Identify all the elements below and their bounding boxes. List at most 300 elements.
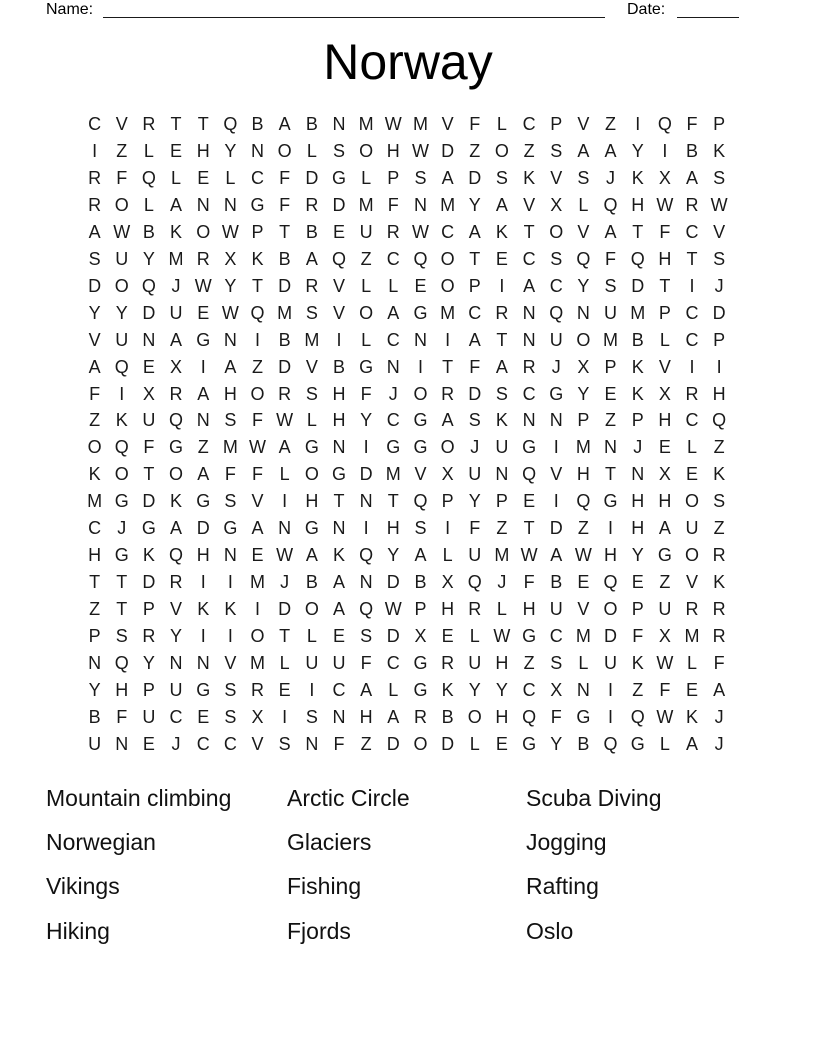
grid-letter: O xyxy=(494,140,509,161)
word-search-grid xyxy=(81,111,733,758)
grid-letter: R xyxy=(88,194,102,215)
grid-letter: E xyxy=(631,572,644,593)
grid-letter: C xyxy=(196,733,210,754)
grid-letter: N xyxy=(359,572,373,593)
grid-letter: X xyxy=(550,194,563,215)
grid-letter: I xyxy=(200,356,206,377)
grid-letter: Z xyxy=(116,140,128,161)
grid-letter: Q xyxy=(522,706,537,727)
grid-letter: C xyxy=(386,653,400,674)
grid-letter: S xyxy=(360,626,373,647)
grid-letter: X xyxy=(658,626,671,647)
grid-letter: G xyxy=(359,356,374,377)
grid-letter: R xyxy=(712,626,726,647)
grid-letter: A xyxy=(550,545,563,566)
word-list-item: Fjords xyxy=(287,917,351,944)
grid-letter: S xyxy=(495,167,508,188)
grid-letter: D xyxy=(142,302,156,323)
grid-letter: L xyxy=(469,626,480,647)
grid-letter: G xyxy=(413,302,428,323)
grid-letter: Q xyxy=(114,653,129,674)
grid-letter: I xyxy=(255,599,261,620)
grid-letter: W xyxy=(249,437,267,458)
grid-letter: E xyxy=(523,491,536,512)
grid-letter: O xyxy=(114,464,129,485)
grid-letter: H xyxy=(441,599,455,620)
grid-letter: Q xyxy=(522,464,537,485)
grid-letter: U xyxy=(115,248,129,269)
grid-letter: P xyxy=(550,113,563,134)
grid-letter: N xyxy=(223,194,237,215)
grid-letter: H xyxy=(712,383,726,404)
grid-letter: D xyxy=(278,356,292,377)
grid-letter: Z xyxy=(523,653,535,674)
grid-letter: U xyxy=(169,302,183,323)
grid-letter: A xyxy=(332,572,345,593)
grid-letter: U xyxy=(332,653,346,674)
grid-letter: K xyxy=(170,221,183,242)
grid-letter: Q xyxy=(603,733,618,754)
grid-letter: G xyxy=(169,437,184,458)
grid-letter: S xyxy=(713,491,726,512)
grid-letter: Y xyxy=(88,302,101,323)
grid-letter: D xyxy=(142,491,156,512)
grid-letter: N xyxy=(251,140,265,161)
grid-letter: D xyxy=(386,572,400,593)
grid-letter: E xyxy=(332,626,345,647)
word-list-column-1 xyxy=(46,776,231,954)
grid-letter: A xyxy=(332,599,345,620)
grid-letter: M xyxy=(222,437,238,458)
grid-letter: B xyxy=(414,572,427,593)
grid-letter: O xyxy=(685,545,700,566)
grid-letter: L xyxy=(578,194,589,215)
grid-letter: D xyxy=(549,518,563,539)
grid-letter: Z xyxy=(469,140,481,161)
grid-letter: P xyxy=(631,599,644,620)
grid-letter: R xyxy=(142,113,156,134)
grid-letter: J xyxy=(171,733,181,754)
grid-letter: T xyxy=(632,221,644,242)
grid-letter: G xyxy=(630,733,645,754)
grid-letter: Q xyxy=(359,545,374,566)
grid-letter: O xyxy=(359,140,374,161)
grid-letter: P xyxy=(142,599,155,620)
grid-letter: E xyxy=(414,275,427,296)
grid-letter: C xyxy=(522,679,536,700)
grid-letter: F xyxy=(116,167,128,188)
grid-letter: N xyxy=(196,410,210,431)
grid-letter: L xyxy=(225,167,236,188)
word-list-column-2 xyxy=(287,776,410,954)
grid-letter: A xyxy=(713,679,726,700)
grid-letter: T xyxy=(116,572,128,593)
grid-letter: V xyxy=(713,221,726,242)
grid-letter: Q xyxy=(250,302,265,323)
grid-letter: L xyxy=(361,167,372,188)
grid-letter: R xyxy=(522,356,536,377)
grid-letter: I xyxy=(553,491,559,512)
grid-letter: A xyxy=(686,733,699,754)
grid-letter: G xyxy=(413,437,428,458)
word-list-item: Scuba Diving xyxy=(526,784,662,811)
grid-letter: Q xyxy=(603,194,618,215)
grid-letter: Y xyxy=(88,679,101,700)
grid-letter: K xyxy=(441,679,454,700)
grid-letter: A xyxy=(197,383,210,404)
grid-letter: D xyxy=(441,140,455,161)
grid-letter: G xyxy=(114,545,129,566)
grid-letter: O xyxy=(114,275,129,296)
grid-letter: W xyxy=(221,302,239,323)
grid-letter: T xyxy=(170,113,182,134)
grid-letter: I xyxy=(445,329,451,350)
grid-letter: E xyxy=(495,733,508,754)
grid-letter: V xyxy=(523,194,536,215)
grid-letter: Y xyxy=(631,140,644,161)
grid-letter: K xyxy=(686,706,699,727)
grid-letter: R xyxy=(685,599,699,620)
grid-letter: U xyxy=(305,653,319,674)
grid-letter: I xyxy=(363,437,369,458)
grid-letter: W xyxy=(656,653,674,674)
grid-letter: C xyxy=(685,302,699,323)
grid-letter: D xyxy=(468,167,482,188)
grid-letter: E xyxy=(197,302,210,323)
grid-letter: J xyxy=(470,437,480,458)
grid-letter: Q xyxy=(114,437,129,458)
grid-letter: E xyxy=(278,679,291,700)
grid-letter: X xyxy=(577,356,590,377)
grid-letter: V xyxy=(115,113,128,134)
grid-letter: E xyxy=(142,733,155,754)
grid-letter: O xyxy=(440,248,455,269)
grid-letter: B xyxy=(88,706,101,727)
grid-letter: P xyxy=(604,356,617,377)
grid-letter: L xyxy=(306,140,317,161)
grid-letter: O xyxy=(277,140,292,161)
grid-letter: Z xyxy=(605,113,617,134)
grid-letter: P xyxy=(631,410,644,431)
grid-letter: T xyxy=(279,221,291,242)
grid-letter: H xyxy=(196,140,210,161)
grid-letter: L xyxy=(361,329,372,350)
grid-letter: J xyxy=(497,572,507,593)
grid-letter: B xyxy=(441,706,454,727)
grid-letter: F xyxy=(333,733,345,754)
grid-letter: D xyxy=(88,275,102,296)
grid-letter: J xyxy=(117,518,127,539)
grid-letter: O xyxy=(440,275,455,296)
grid-letter: G xyxy=(413,679,428,700)
grid-letter: O xyxy=(467,706,482,727)
grid-letter: V xyxy=(332,275,345,296)
grid-letter: F xyxy=(252,464,264,485)
word-list-item: Jogging xyxy=(526,829,607,856)
grid-letter: K xyxy=(142,545,155,566)
grid-letter: D xyxy=(278,275,292,296)
grid-letter: T xyxy=(469,248,481,269)
grid-letter: O xyxy=(413,733,428,754)
grid-letter: A xyxy=(604,140,617,161)
grid-letter: I xyxy=(227,626,233,647)
grid-letter: E xyxy=(686,464,699,485)
grid-letter: C xyxy=(386,248,400,269)
grid-letter: M xyxy=(440,194,456,215)
grid-letter: D xyxy=(359,464,373,485)
grid-letter: W xyxy=(276,410,294,431)
grid-letter: O xyxy=(359,302,374,323)
grid-letter: N xyxy=(332,518,346,539)
grid-letter: Q xyxy=(712,410,727,431)
grid-letter: U xyxy=(169,679,183,700)
grid-letter: Y xyxy=(360,410,373,431)
grid-letter: A xyxy=(251,518,264,539)
grid-letter: N xyxy=(278,518,292,539)
grid-letter: B xyxy=(686,140,699,161)
grid-letter: P xyxy=(251,221,264,242)
grid-letter: S xyxy=(332,140,345,161)
grid-letter: V xyxy=(577,599,590,620)
grid-letter: K xyxy=(713,572,726,593)
grid-letter: N xyxy=(332,113,346,134)
grid-letter: O xyxy=(685,491,700,512)
date-label: Date: xyxy=(627,1,666,18)
grid-letter: S xyxy=(224,706,237,727)
grid-letter: D xyxy=(332,194,346,215)
grid-letter: Y xyxy=(495,679,508,700)
grid-letter: H xyxy=(631,518,645,539)
grid-letter: A xyxy=(88,356,101,377)
grid-letter: B xyxy=(550,572,563,593)
grid-letter: L xyxy=(687,437,698,458)
grid-letter: H xyxy=(576,464,590,485)
grid-letter: A xyxy=(197,464,210,485)
grid-letter: T xyxy=(387,491,399,512)
grid-letter: L xyxy=(659,733,670,754)
grid-letter: H xyxy=(115,679,129,700)
grid-letter: N xyxy=(142,329,156,350)
grid-letter: P xyxy=(142,679,155,700)
grid-letter: M xyxy=(304,329,320,350)
grid-letter: Z xyxy=(360,733,372,754)
grid-letter: F xyxy=(605,248,617,269)
word-list-item: Norwegian xyxy=(46,829,156,856)
grid-letter: G xyxy=(386,437,401,458)
grid-letter: R xyxy=(712,599,726,620)
grid-letter: K xyxy=(88,464,101,485)
grid-letter: A xyxy=(170,329,183,350)
grid-letter: C xyxy=(386,410,400,431)
word-list-column-3 xyxy=(526,776,662,954)
grid-letter: B xyxy=(278,248,291,269)
grid-letter: S xyxy=(550,140,563,161)
grid-letter: I xyxy=(608,679,614,700)
grid-letter: V xyxy=(251,491,264,512)
grid-letter: S xyxy=(224,410,237,431)
grid-letter: H xyxy=(196,545,210,566)
grid-letter: X xyxy=(441,464,454,485)
grid-letter: K xyxy=(170,491,183,512)
grid-letter: T xyxy=(659,275,671,296)
grid-letter: Y xyxy=(468,194,481,215)
grid-letter: C xyxy=(522,248,536,269)
grid-letter: G xyxy=(223,518,238,539)
grid-letter: F xyxy=(360,653,372,674)
grid-letter: A xyxy=(224,356,237,377)
grid-letter: C xyxy=(88,518,102,539)
grid-letter: G xyxy=(522,626,537,647)
grid-letter: S xyxy=(713,248,726,269)
grid-letter: S xyxy=(468,410,481,431)
grid-letter: J xyxy=(551,356,561,377)
grid-letter: G xyxy=(522,733,537,754)
grid-letter: H xyxy=(88,545,102,566)
grid-letter: S xyxy=(550,653,563,674)
grid-letter: I xyxy=(689,356,695,377)
grid-letter: M xyxy=(385,464,401,485)
grid-letter: M xyxy=(630,302,646,323)
grid-letter: N xyxy=(332,437,346,458)
grid-letter: E xyxy=(142,356,155,377)
grid-letter: C xyxy=(522,383,536,404)
grid-letter: V xyxy=(577,221,590,242)
grid-letter: R xyxy=(386,221,400,242)
grid-letter: M xyxy=(575,437,591,458)
grid-letter: D xyxy=(712,302,726,323)
grid-letter: D xyxy=(386,626,400,647)
grid-letter: V xyxy=(441,113,454,134)
grid-letter: A xyxy=(658,518,671,539)
grid-letter: F xyxy=(659,221,671,242)
grid-letter: K xyxy=(224,599,237,620)
grid-letter: Q xyxy=(576,491,591,512)
grid-letter: L xyxy=(469,733,480,754)
grid-letter: T xyxy=(116,599,128,620)
grid-letter: X xyxy=(414,626,427,647)
grid-letter: I xyxy=(92,140,98,161)
grid-letter: G xyxy=(196,679,211,700)
grid-letter: A xyxy=(495,194,508,215)
grid-letter: Y xyxy=(577,383,590,404)
grid-letter: M xyxy=(603,329,619,350)
grid-letter: W xyxy=(221,221,239,242)
grid-letter: R xyxy=(196,248,210,269)
grid-letter: J xyxy=(606,167,616,188)
grid-letter: G xyxy=(549,383,564,404)
grid-letter: A xyxy=(88,221,101,242)
grid-letter: Q xyxy=(141,275,156,296)
grid-letter: T xyxy=(89,572,101,593)
grid-letter: L xyxy=(361,275,372,296)
grid-letter: A xyxy=(468,329,481,350)
grid-letter: W xyxy=(411,140,429,161)
grid-letter: N xyxy=(495,464,509,485)
grid-letter: Y xyxy=(468,491,481,512)
grid-letter: G xyxy=(657,545,672,566)
grid-letter: N xyxy=(115,733,129,754)
grid-letter: I xyxy=(716,356,722,377)
grid-letter: I xyxy=(608,518,614,539)
grid-letter: S xyxy=(88,248,101,269)
grid-letter: Y xyxy=(631,545,644,566)
grid-letter: C xyxy=(549,626,563,647)
grid-letter: I xyxy=(445,518,451,539)
word-list-item: Rafting xyxy=(526,873,599,900)
grid-letter: X xyxy=(224,248,237,269)
grid-letter: Y xyxy=(387,545,400,566)
grid-letter: Q xyxy=(331,248,346,269)
grid-letter: W xyxy=(656,706,674,727)
grid-letter: S xyxy=(305,383,318,404)
grid-letter: F xyxy=(387,194,399,215)
grid-letter: J xyxy=(171,275,181,296)
grid-letter: D xyxy=(604,626,618,647)
grid-letter: V xyxy=(88,329,101,350)
grid-letter: O xyxy=(114,194,129,215)
grid-letter: O xyxy=(304,599,319,620)
grid-letter: L xyxy=(143,140,154,161)
grid-letter: H xyxy=(386,140,400,161)
grid-letter: Z xyxy=(360,248,372,269)
grid-letter: Z xyxy=(523,140,535,161)
grid-letter: Q xyxy=(114,356,129,377)
grid-letter: X xyxy=(658,383,671,404)
grid-letter: V xyxy=(550,464,563,485)
grid-letter: B xyxy=(278,329,291,350)
grid-letter: L xyxy=(388,275,399,296)
grid-letter: Q xyxy=(141,167,156,188)
grid-letter: L xyxy=(496,113,507,134)
grid-letter: P xyxy=(658,302,671,323)
grid-letter: H xyxy=(495,706,509,727)
grid-letter: E xyxy=(332,221,345,242)
grid-letter: R xyxy=(278,383,292,404)
word-list-item: Mountain climbing xyxy=(46,784,232,811)
grid-letter: X xyxy=(658,464,671,485)
grid-letter: Y xyxy=(142,248,155,269)
grid-letter: Z xyxy=(252,356,264,377)
grid-letter: G xyxy=(196,329,211,350)
grid-letter: T xyxy=(686,248,698,269)
grid-letter: A xyxy=(387,302,400,323)
word-list-item: Arctic Circle xyxy=(287,784,410,811)
grid-letter: Q xyxy=(657,113,672,134)
grid-letter: C xyxy=(685,221,699,242)
grid-letter: K xyxy=(332,545,345,566)
grid-letter: L xyxy=(279,464,290,485)
grid-letter: Z xyxy=(605,410,617,431)
grid-letter: N xyxy=(522,329,536,350)
grid-letter: Y xyxy=(115,302,128,323)
grid-letter: W xyxy=(493,626,511,647)
grid-letter: B xyxy=(305,221,318,242)
grid-letter: I xyxy=(255,329,261,350)
grid-letter: S xyxy=(224,491,237,512)
grid-letter: W xyxy=(276,545,294,566)
grid-letter: H xyxy=(631,491,645,512)
grid-letter: A xyxy=(387,706,400,727)
grid-letter: F xyxy=(469,518,481,539)
grid-letter: I xyxy=(282,706,288,727)
grid-letter: K xyxy=(631,653,644,674)
grid-letter: D xyxy=(468,383,482,404)
grid-letter: E xyxy=(197,706,210,727)
grid-letter: W xyxy=(520,545,538,566)
grid-letter: V xyxy=(577,113,590,134)
grid-letter: R xyxy=(441,383,455,404)
grid-letter: F xyxy=(686,113,698,134)
